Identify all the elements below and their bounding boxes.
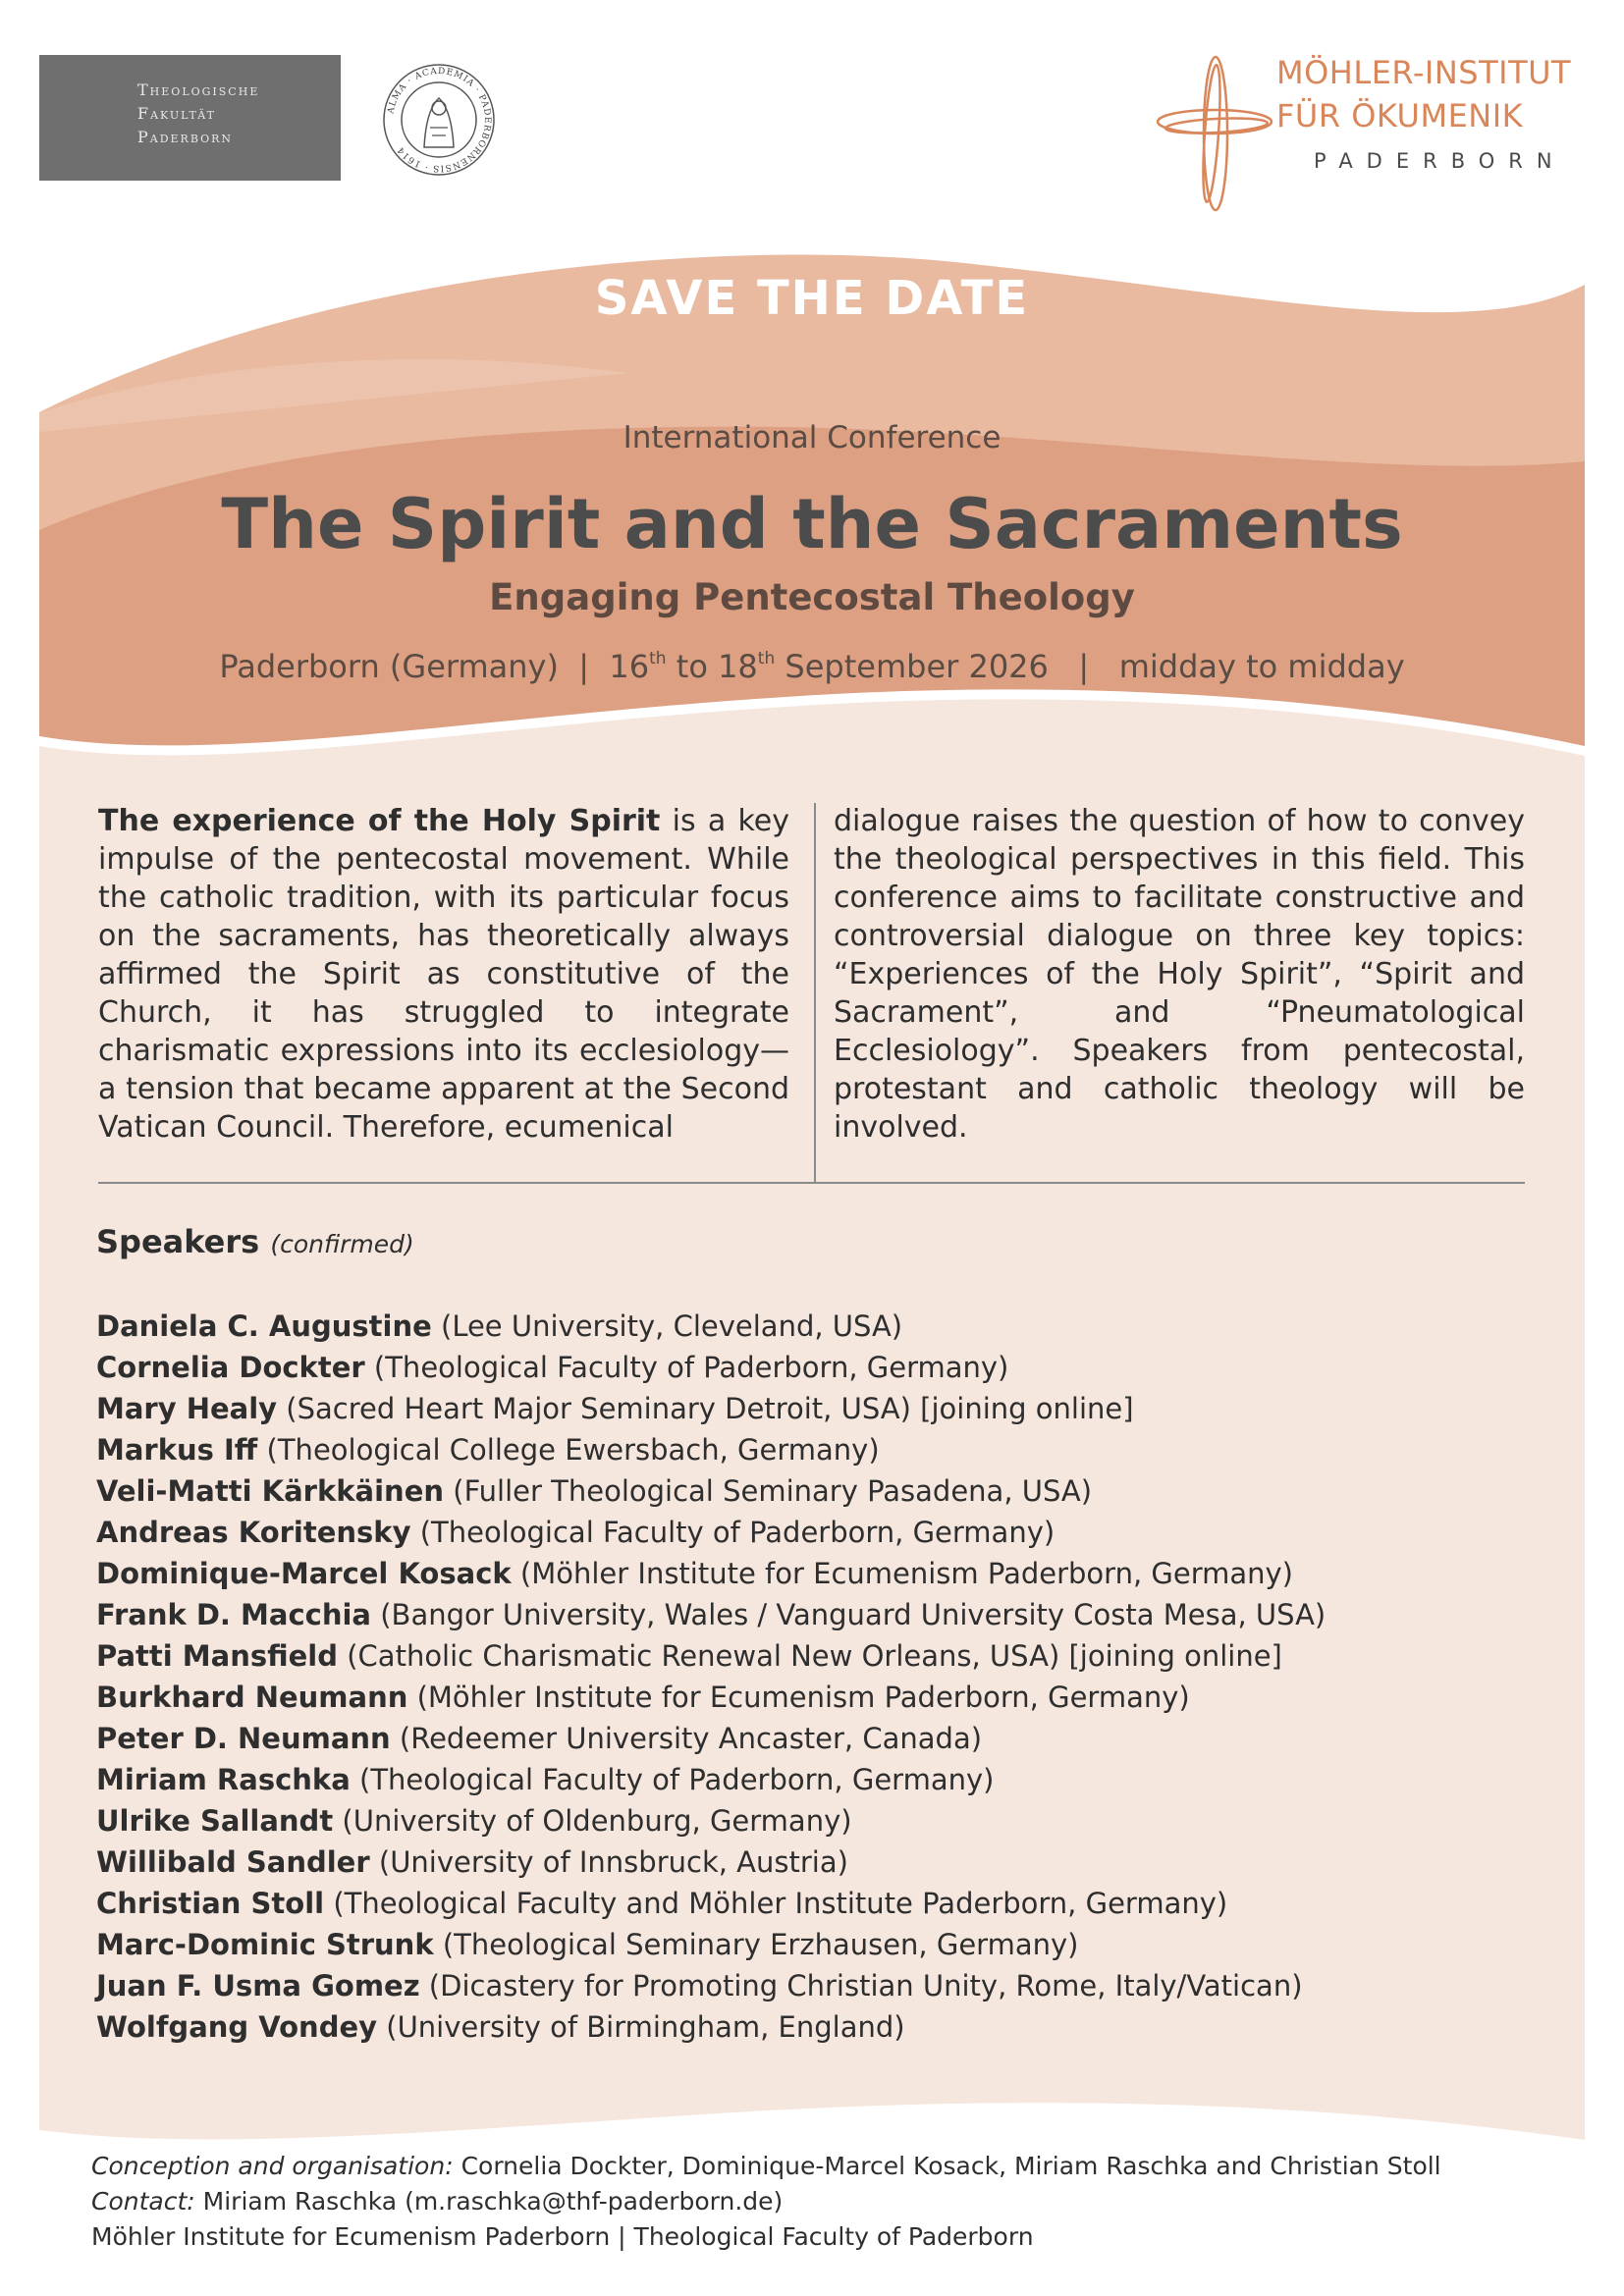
speaker-item <box>96 1388 1569 1429</box>
speaker-item <box>96 1883 1569 1924</box>
speaker-affiliation: (Fuller Theological Seminary Pasadena, USA) <box>444 1474 1093 1508</box>
speaker-affiliation: (Theological Faculty and Möhler Institute Paderborn, Germany) <box>324 1887 1228 1920</box>
horizontal-divider <box>98 1182 1525 1184</box>
moehler-institute-city: PADERBORN <box>1314 149 1566 173</box>
speaker-affiliation: (Theological Faculty of Paderborn, Germany) <box>364 1351 1009 1384</box>
theology-faculty-logo-text <box>137 79 334 149</box>
intro-lead: The experience of the Holy Spirit <box>98 804 661 838</box>
speaker-item <box>96 1718 1569 1759</box>
speaker-name: Miriam Raschka <box>96 1763 351 1796</box>
speaker-item <box>96 1594 1569 1635</box>
speaker-item <box>96 1759 1569 1800</box>
speaker-name: Veli-Matti Kärkkäinen <box>96 1474 445 1508</box>
conception-label: Conception and organisation: <box>91 2152 454 2180</box>
speakers-list <box>96 1306 1569 2048</box>
speakers-note: (confirmed) <box>270 1230 414 1258</box>
speaker-affiliation: (University of Birmingham, England) <box>377 2010 905 2044</box>
start-day-suffix: th <box>649 649 667 668</box>
separator: | <box>578 648 590 685</box>
footer-conception <box>91 2149 1564 2184</box>
speaker-item <box>96 1800 1569 1842</box>
date-to: to <box>676 648 708 685</box>
conference-timing: midday to midday <box>1118 648 1405 685</box>
speaker-name: Cornelia Dockter <box>96 1351 365 1384</box>
speaker-affiliation: (Möhler Institute for Ecumenism Paderborn, Germany) <box>511 1557 1293 1590</box>
footer-institutions: Möhler Institute for Ecumenism Paderborn | Theological Faculty of Paderborn <box>91 2222 1034 2251</box>
moehler-institute-emblem-icon <box>1155 51 1274 216</box>
university-seal-icon <box>381 59 497 181</box>
intro-left-body: is a key impulse of the pentecostal movement. While the catholic tradition, with its particular focus on the sacraments, has theoretically always affirmed the Spirit as constitutive of the Church, it has struggled to integrate charismatic expressions into its ecclesiology—a tension that became apparent at the Second Vatican Council. Therefore, ecumenical <box>98 804 789 1145</box>
speaker-name: Markus Iff <box>96 1433 258 1467</box>
logo-line: Paderborn <box>137 128 234 146</box>
speaker-name: Christian Stoll <box>96 1887 325 1920</box>
speaker-affiliation: (Theological College Ewersbach, Germany) <box>257 1433 880 1467</box>
speaker-name: Andreas Koritensky <box>96 1516 411 1549</box>
moehler-institute-name <box>1276 51 1581 137</box>
speaker-affiliation: (Lee University, Cleveland, USA) <box>431 1309 903 1343</box>
contact-label: Contact: <box>91 2187 195 2216</box>
column-divider <box>814 803 816 1184</box>
logo-line: Fakultät <box>137 104 216 123</box>
speaker-affiliation: (Dicastery for Promoting Christian Unity, Rome, Italy/Vatican) <box>419 1969 1303 2002</box>
intro-left-column <box>98 802 789 1147</box>
conference-subtitle: Engaging Pentecostal Theology <box>489 576 1135 618</box>
footer <box>91 2149 1564 2255</box>
speaker-name: Mary Healy <box>96 1392 278 1425</box>
conference-type: International Conference <box>623 420 1001 455</box>
speaker-affiliation: (Theological Faculty of Paderborn, Germany) <box>410 1516 1056 1549</box>
moehler-name-line: MÖHLER-INSTITUT <box>1276 54 1572 91</box>
footer-contact <box>91 2184 1564 2219</box>
speaker-name: Wolfgang Vondey <box>96 2010 378 2044</box>
conference-location: Paderborn (Germany) <box>219 648 559 685</box>
speaker-item <box>96 2006 1569 2048</box>
speaker-item <box>96 1347 1569 1388</box>
speaker-name: Frank D. Macchia <box>96 1598 372 1631</box>
speakers-heading-label: Speakers <box>96 1223 260 1260</box>
speaker-name: Willibald Sandler <box>96 1845 370 1879</box>
logo-line: Theologische <box>137 80 260 99</box>
conference-title: The Spirit and the Sacraments <box>221 484 1403 564</box>
speaker-item <box>96 1677 1569 1718</box>
speaker-item <box>96 1924 1569 1965</box>
speaker-item <box>96 1553 1569 1594</box>
speaker-name: Patti Mansfield <box>96 1639 339 1673</box>
speaker-name: Juan F. Usma Gomez <box>96 1969 420 2002</box>
speaker-affiliation: (Sacred Heart Major Seminary Detroit, USA) [joining online] <box>277 1392 1134 1425</box>
speaker-name: Dominique-Marcel Kosack <box>96 1557 512 1590</box>
speakers-heading <box>96 1223 414 1260</box>
speaker-affiliation: (Theological Faculty of Paderborn, Germany) <box>350 1763 995 1796</box>
end-day-suffix: th <box>757 649 776 668</box>
start-day: 16 <box>609 648 650 685</box>
speaker-item <box>96 1635 1569 1677</box>
speaker-name: Burkhard Neumann <box>96 1681 408 1714</box>
conception-value: Cornelia Dockter, Dominique-Marcel Kosack, Miriam Raschka and Christian Stoll <box>453 2152 1441 2180</box>
speaker-affiliation: (Theological Seminary Erzhausen, Germany) <box>433 1928 1079 1961</box>
conference-date-location <box>0 648 1624 685</box>
svg-text:ALMA · ACADEMIA · PADERBORNENS: ALMA · ACADEMIA · PADERBORNENSIS · 1614 <box>386 66 493 174</box>
speaker-name: Marc-Dominic Strunk <box>96 1928 434 1961</box>
speaker-item <box>96 1965 1569 2006</box>
save-the-date-heading: SAVE THE DATE <box>594 271 1030 326</box>
speaker-affiliation: (Redeemer University Ancaster, Canada) <box>390 1722 983 1755</box>
conference-dates <box>609 648 1048 685</box>
speaker-item <box>96 1470 1569 1512</box>
speaker-affiliation: (Bangor University, Wales / Vanguard University Costa Mesa, USA) <box>371 1598 1326 1631</box>
speaker-name: Peter D. Neumann <box>96 1722 391 1755</box>
speaker-affiliation: (Möhler Institute for Ecumenism Paderborn, Germany) <box>407 1681 1190 1714</box>
speaker-affiliation: (University of Oldenburg, Germany) <box>333 1804 852 1838</box>
contact-value: Miriam Raschka (m.raschka@thf-paderborn.de) <box>194 2187 784 2216</box>
speaker-item <box>96 1306 1569 1347</box>
speaker-name: Daniela C. Augustine <box>96 1309 432 1343</box>
moehler-name-line: FÜR ÖKUMENIK <box>1276 97 1524 134</box>
speaker-affiliation: (University of Innsbruck, Austria) <box>369 1845 848 1879</box>
speaker-item <box>96 1429 1569 1470</box>
speaker-item <box>96 1842 1569 1883</box>
speaker-name: Ulrike Sallandt <box>96 1804 334 1838</box>
month-year: September 2026 <box>785 648 1049 685</box>
intro-right-column: dialogue raises the question of how to convey the theological perspectives in this field. This conference aims to facilitate constructive and controversial dialogue on three key topics: “Experiences of the Holy Spirit”, “Spirit and Sacrament”, and “Pneumatological Ecclesiology”. Speakers from pentecostal, protestant and catholic theology will be involved. <box>834 804 1525 1145</box>
end-day: 18 <box>718 648 758 685</box>
speaker-item <box>96 1512 1569 1553</box>
speaker-affiliation: (Catholic Charismatic Renewal New Orleans, USA) [joining online] <box>338 1639 1282 1673</box>
separator: | <box>1078 648 1090 685</box>
